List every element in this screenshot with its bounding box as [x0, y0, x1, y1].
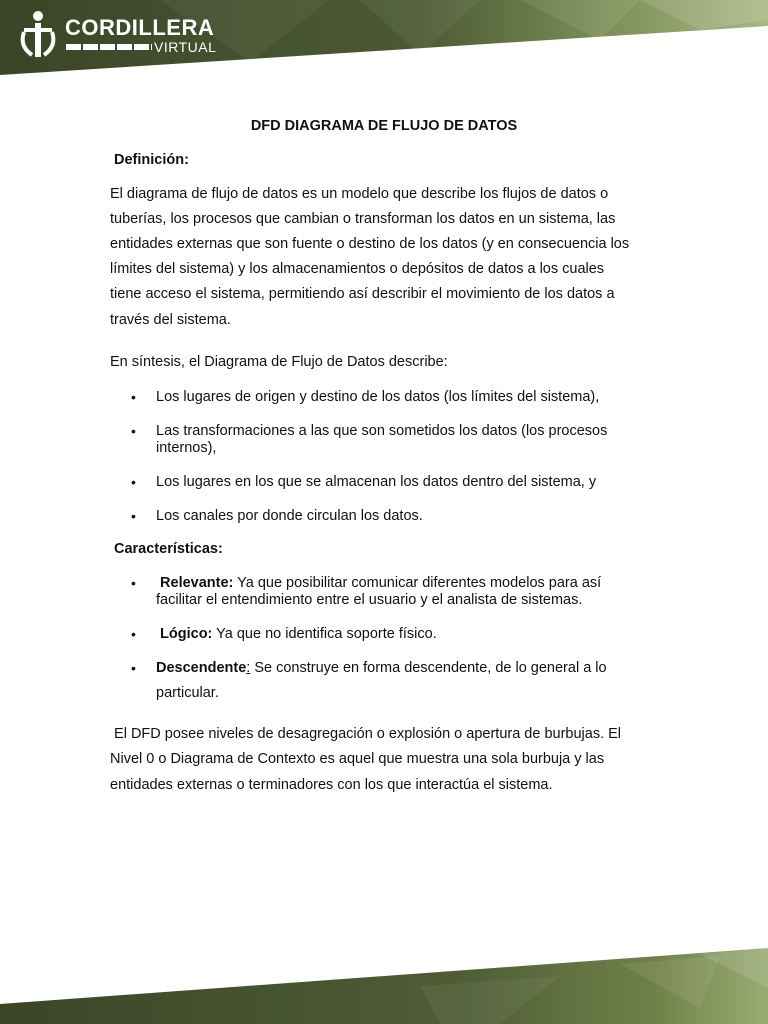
- definition-line: tiene acceso el sistema, permitiendo así describir el movimiento de los datos a: [110, 286, 615, 302]
- logo-bar: [66, 44, 152, 50]
- characteristic-colon: :: [246, 660, 251, 676]
- synthesis-intro: En síntesis, el Diagrama de Flujo de Datos describe:: [110, 354, 448, 370]
- closing-line: El DFD posee niveles de desagregación o explosión o apertura de burbujas. El: [110, 726, 622, 742]
- definition-line: El diagrama de flujo de datos es un modelo que describe los flujos de datos o: [110, 186, 609, 202]
- list-item: • Las transformaciones a las que son sometidos los datos (los procesos internos),: [156, 423, 646, 457]
- characteristic-term: Descendente: [156, 660, 247, 676]
- definition-line: entidades externas que son fuente o destino de los datos (y en consecuencia los: [110, 236, 630, 252]
- definition-line: límites del sistema) y los almacenamientos o depósitos de datos a los cuales: [110, 261, 605, 277]
- list-item: [156, 575, 646, 609]
- cordillera-virtual-logo: [16, 10, 216, 62]
- logo-subtitle: VIRTUAL: [154, 39, 217, 55]
- characteristic-term: Relevante:: [160, 575, 234, 591]
- characteristic-text-continued: particular.: [156, 685, 219, 701]
- characteristics-heading: Características:: [114, 541, 223, 557]
- footer-banner: [0, 948, 768, 1024]
- document-title: DFD DIAGRAMA DE FLUJO DE DATOS: [250, 118, 518, 134]
- logo-title: CORDILLERA: [65, 15, 215, 40]
- list-item: • Los lugares en los que se almacenan los datos dentro del sistema, y: [156, 474, 656, 491]
- definition-heading: Definición:: [114, 152, 189, 168]
- closing-line: Nivel 0 o Diagrama de Contexto es aquel que muestra una sola burbuja y las: [110, 751, 605, 767]
- definition-line: través del sistema.: [110, 312, 231, 328]
- list-item: [156, 656, 656, 706]
- characteristic-text: Se construye en forma descendente, de lo general a lo: [250, 660, 607, 676]
- characteristic-term: Lógico:: [160, 626, 213, 642]
- list-item: [156, 626, 656, 643]
- characteristic-text: Ya que no identifica soporte físico.: [212, 626, 437, 642]
- list-item: • Los lugares de origen y destino de los datos (los límites del sistema),: [156, 389, 656, 406]
- definition-line: tuberías, los procesos que cambian o transforman los datos en un sistema, las: [110, 211, 616, 227]
- logo-mark-icon: [16, 10, 60, 60]
- list-item: • Los canales por donde circulan los datos.: [156, 508, 656, 525]
- characteristic-text: Ya que posibilitar comunicar diferentes modelos para así facilitar el entendimiento entre el usuario y el analista de sistemas.: [156, 575, 602, 608]
- closing-line: entidades externas o terminadores con los que interactúa el sistema.: [110, 777, 553, 793]
